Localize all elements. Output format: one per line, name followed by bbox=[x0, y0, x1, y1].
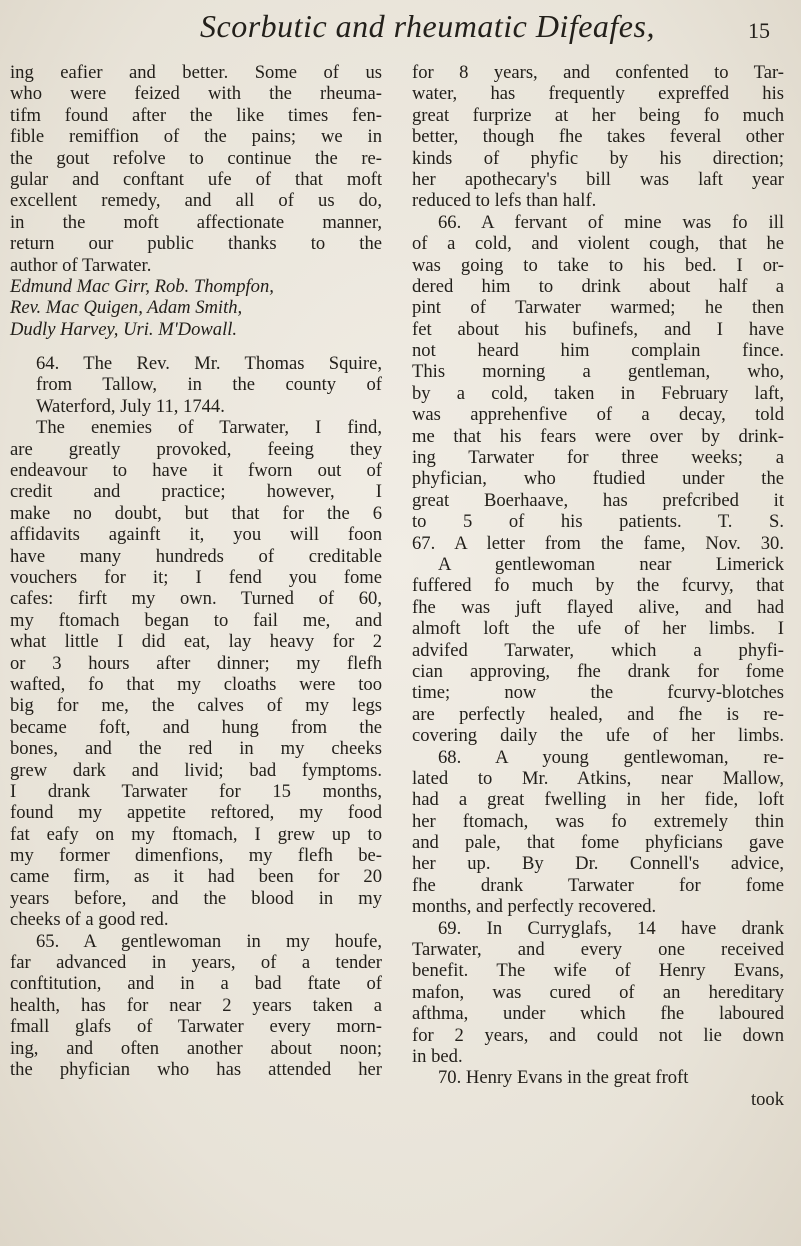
text-line: my former dimenfions, my flefh be- bbox=[10, 845, 382, 867]
text-line: Waterford, July 11, 1744. bbox=[36, 395, 225, 417]
text-line: her up. By Dr. Connell's advice, bbox=[412, 853, 784, 875]
text-line: water, has frequently expreffed his bbox=[412, 83, 784, 105]
text-line: This morning a gentleman, who, bbox=[412, 361, 784, 383]
text-line: had a great fwelling in her fide, loft bbox=[412, 789, 784, 811]
text-line: cian approving, fhe drank for fome bbox=[412, 660, 784, 682]
text-line: conftitution, and in a bad ftate of bbox=[10, 973, 382, 995]
text-line: 66. A fervant of mine was fo ill bbox=[438, 211, 784, 233]
text-line: from Tallow, in the county of bbox=[36, 374, 382, 396]
text-line: the gout refolve to continue the re- bbox=[10, 147, 382, 169]
text-line: lated to Mr. Atkins, near Mallow, bbox=[412, 767, 784, 789]
text-line: 64. The Rev. Mr. Thomas Squire, bbox=[36, 353, 382, 375]
text-line: have many hundreds of creditable bbox=[10, 545, 382, 567]
text-line: 69. In Curryglafs, 14 have drank bbox=[438, 917, 784, 939]
text-line: great Boerhaave, has prefcribed it bbox=[412, 489, 784, 511]
left-text-column bbox=[10, 62, 382, 1080]
text-line: mafon, was cured of an hereditary bbox=[412, 981, 784, 1003]
text-line: fat eafy on my ftomach, I grew up to bbox=[10, 823, 382, 845]
text-line: by a cold, taken in February laft, bbox=[412, 382, 784, 404]
running-title: Scorbutic and rheumatic Difeafes, bbox=[200, 8, 655, 44]
text-line: fuffered fo much by the fcurvy, that bbox=[412, 575, 784, 597]
text-line: excellent remedy, and all of us do, bbox=[10, 190, 382, 212]
text-line: author of Tarwater. bbox=[10, 254, 152, 276]
text-line: return our public thanks to the bbox=[10, 233, 382, 255]
text-line: Edmund Mac Girr, Rob. Thompfon, bbox=[10, 275, 274, 297]
text-line: bones, and the red in my cheeks bbox=[10, 738, 382, 760]
text-line: ing eafier and better. Some of us bbox=[10, 62, 382, 83]
text-line: tifm found after the like times fen- bbox=[10, 104, 382, 126]
text-line: credit and practice; however, I bbox=[10, 481, 382, 503]
text-line: make no doubt, but that for the 6 bbox=[10, 502, 382, 524]
text-line: afthma, under which fhe laboured bbox=[412, 1003, 784, 1025]
text-line: 70. Henry Evans in the great froft bbox=[438, 1067, 689, 1089]
text-line: took bbox=[750, 1088, 784, 1110]
text-line: pint of Tarwater warmed; he then bbox=[412, 297, 784, 319]
text-line bbox=[10, 340, 382, 353]
text-line: kinds of phyfic by his direction; bbox=[412, 147, 784, 169]
text-line: cheeks of a good red. bbox=[10, 909, 169, 931]
text-line: wafted, fo that my cloaths were too bbox=[10, 673, 382, 695]
text-line: almoft loft the ufe of her limbs. I bbox=[412, 618, 784, 640]
text-line: affidavits againft it, you will foon bbox=[10, 524, 382, 546]
text-line: was apprehenfive of a decay, told bbox=[412, 404, 784, 426]
text-line: better, though fhe takes feveral other bbox=[412, 126, 784, 148]
text-line: for 8 years, and confented to Tar- bbox=[412, 62, 784, 83]
text-line: found my appetite reftored, my food bbox=[10, 802, 382, 824]
text-line: what little I did eat, lay heavy for 2 bbox=[10, 631, 382, 653]
text-line: Tarwater, and every one received bbox=[412, 939, 784, 961]
text-line: and pale, that fome phyficians gave bbox=[412, 832, 784, 854]
right-text-column bbox=[412, 62, 784, 1110]
text-line: her apothecary's bill was laft year bbox=[412, 168, 784, 190]
text-line: Rev. Mac Quigen, Adam Smith, bbox=[10, 297, 243, 319]
text-line: months, and perfectly recovered. bbox=[412, 896, 657, 918]
text-line: great furprize at her being fo much bbox=[412, 104, 784, 126]
text-line: fhe was juft flayed alive, and had bbox=[412, 596, 784, 618]
text-line: vouchers for it; I fend you fome bbox=[10, 566, 382, 588]
text-line: me that his fears were over by drink- bbox=[412, 425, 784, 447]
text-line: fmall glafs of Tarwater every morn- bbox=[10, 1016, 382, 1038]
text-line: came firm, as it had been for 20 bbox=[10, 866, 382, 888]
text-line: cafes: firft my own. Turned of 60, bbox=[10, 588, 382, 610]
text-line: health, has for near 2 years taken a bbox=[10, 994, 382, 1016]
text-line: advifed Tarwater, which a phyfi- bbox=[412, 639, 784, 661]
text-line: years before, and the blood in my bbox=[10, 887, 382, 909]
text-line: or 3 hours after dinner; my flefh bbox=[10, 652, 382, 674]
text-line: dered him to drink about half a bbox=[412, 275, 784, 297]
text-line: are perfectly healed, and fhe is re- bbox=[412, 703, 784, 725]
text-line: fet about his bufinefs, and I have bbox=[412, 318, 784, 340]
text-line: fible remiffion of the pains; we in bbox=[10, 126, 382, 148]
text-line: time; now the fcurvy-blotches bbox=[412, 682, 784, 704]
text-line: 67. A letter from the fame, Nov. 30. bbox=[412, 532, 784, 554]
text-line: ing, and often another about noon; bbox=[10, 1037, 382, 1059]
text-line: The enemies of Tarwater, I find, bbox=[36, 417, 382, 439]
text-line: are greatly provoked, feeing they bbox=[10, 438, 382, 460]
text-line: 68. A young gentlewoman, re- bbox=[438, 746, 784, 768]
text-line: far advanced in years, of a tender bbox=[10, 952, 382, 974]
text-line: endeavour to have it fworn out of bbox=[10, 460, 382, 482]
text-line: in the moft affectionate manner, bbox=[10, 211, 382, 233]
text-line: reduced to lefs than half. bbox=[412, 190, 597, 212]
page-header bbox=[0, 4, 801, 48]
text-line: covering daily the ufe of her limbs. bbox=[412, 725, 784, 747]
text-line: became foft, and hung from the bbox=[10, 716, 382, 738]
text-line: I drank Tarwater for 15 months, bbox=[10, 780, 382, 802]
text-line: 65. A gentlewoman in my houfe, bbox=[36, 930, 382, 952]
text-line: not heard him complain fince. bbox=[412, 340, 784, 362]
text-line: of a cold, and violent cough, that he bbox=[412, 233, 784, 255]
text-line: phyfician, who ftudied under the bbox=[412, 468, 784, 490]
text-line: in bed. bbox=[412, 1045, 463, 1067]
text-line: Dudly Harvey, Uri. M'Dowall. bbox=[10, 318, 238, 340]
text-line: who were feized with the rheuma- bbox=[10, 83, 382, 105]
text-line: was going to take to his bed. I or- bbox=[412, 254, 784, 276]
text-line: benefit. The wife of Henry Evans, bbox=[412, 960, 784, 982]
text-line: fhe drank Tarwater for fome bbox=[412, 874, 784, 896]
page-number: 15 bbox=[748, 18, 770, 43]
text-line: the phyfician who has attended her bbox=[10, 1058, 382, 1080]
text-line: for 2 years, and could not lie down bbox=[412, 1024, 784, 1046]
text-line: her ftomach, was fo extremely thin bbox=[412, 810, 784, 832]
text-line: grew dark and livid; bad fymptoms. bbox=[10, 759, 382, 781]
text-line: to 5 of his patients. T. S. bbox=[412, 511, 784, 533]
text-line: my ftomach began to fail me, and bbox=[10, 609, 382, 631]
text-line: big for me, the calves of my legs bbox=[10, 695, 382, 717]
text-line: ing Tarwater for three weeks; a bbox=[412, 447, 784, 469]
text-line: gular and conftant ufe of that moft bbox=[10, 168, 382, 190]
text-line: A gentlewoman near Limerick bbox=[438, 553, 784, 575]
